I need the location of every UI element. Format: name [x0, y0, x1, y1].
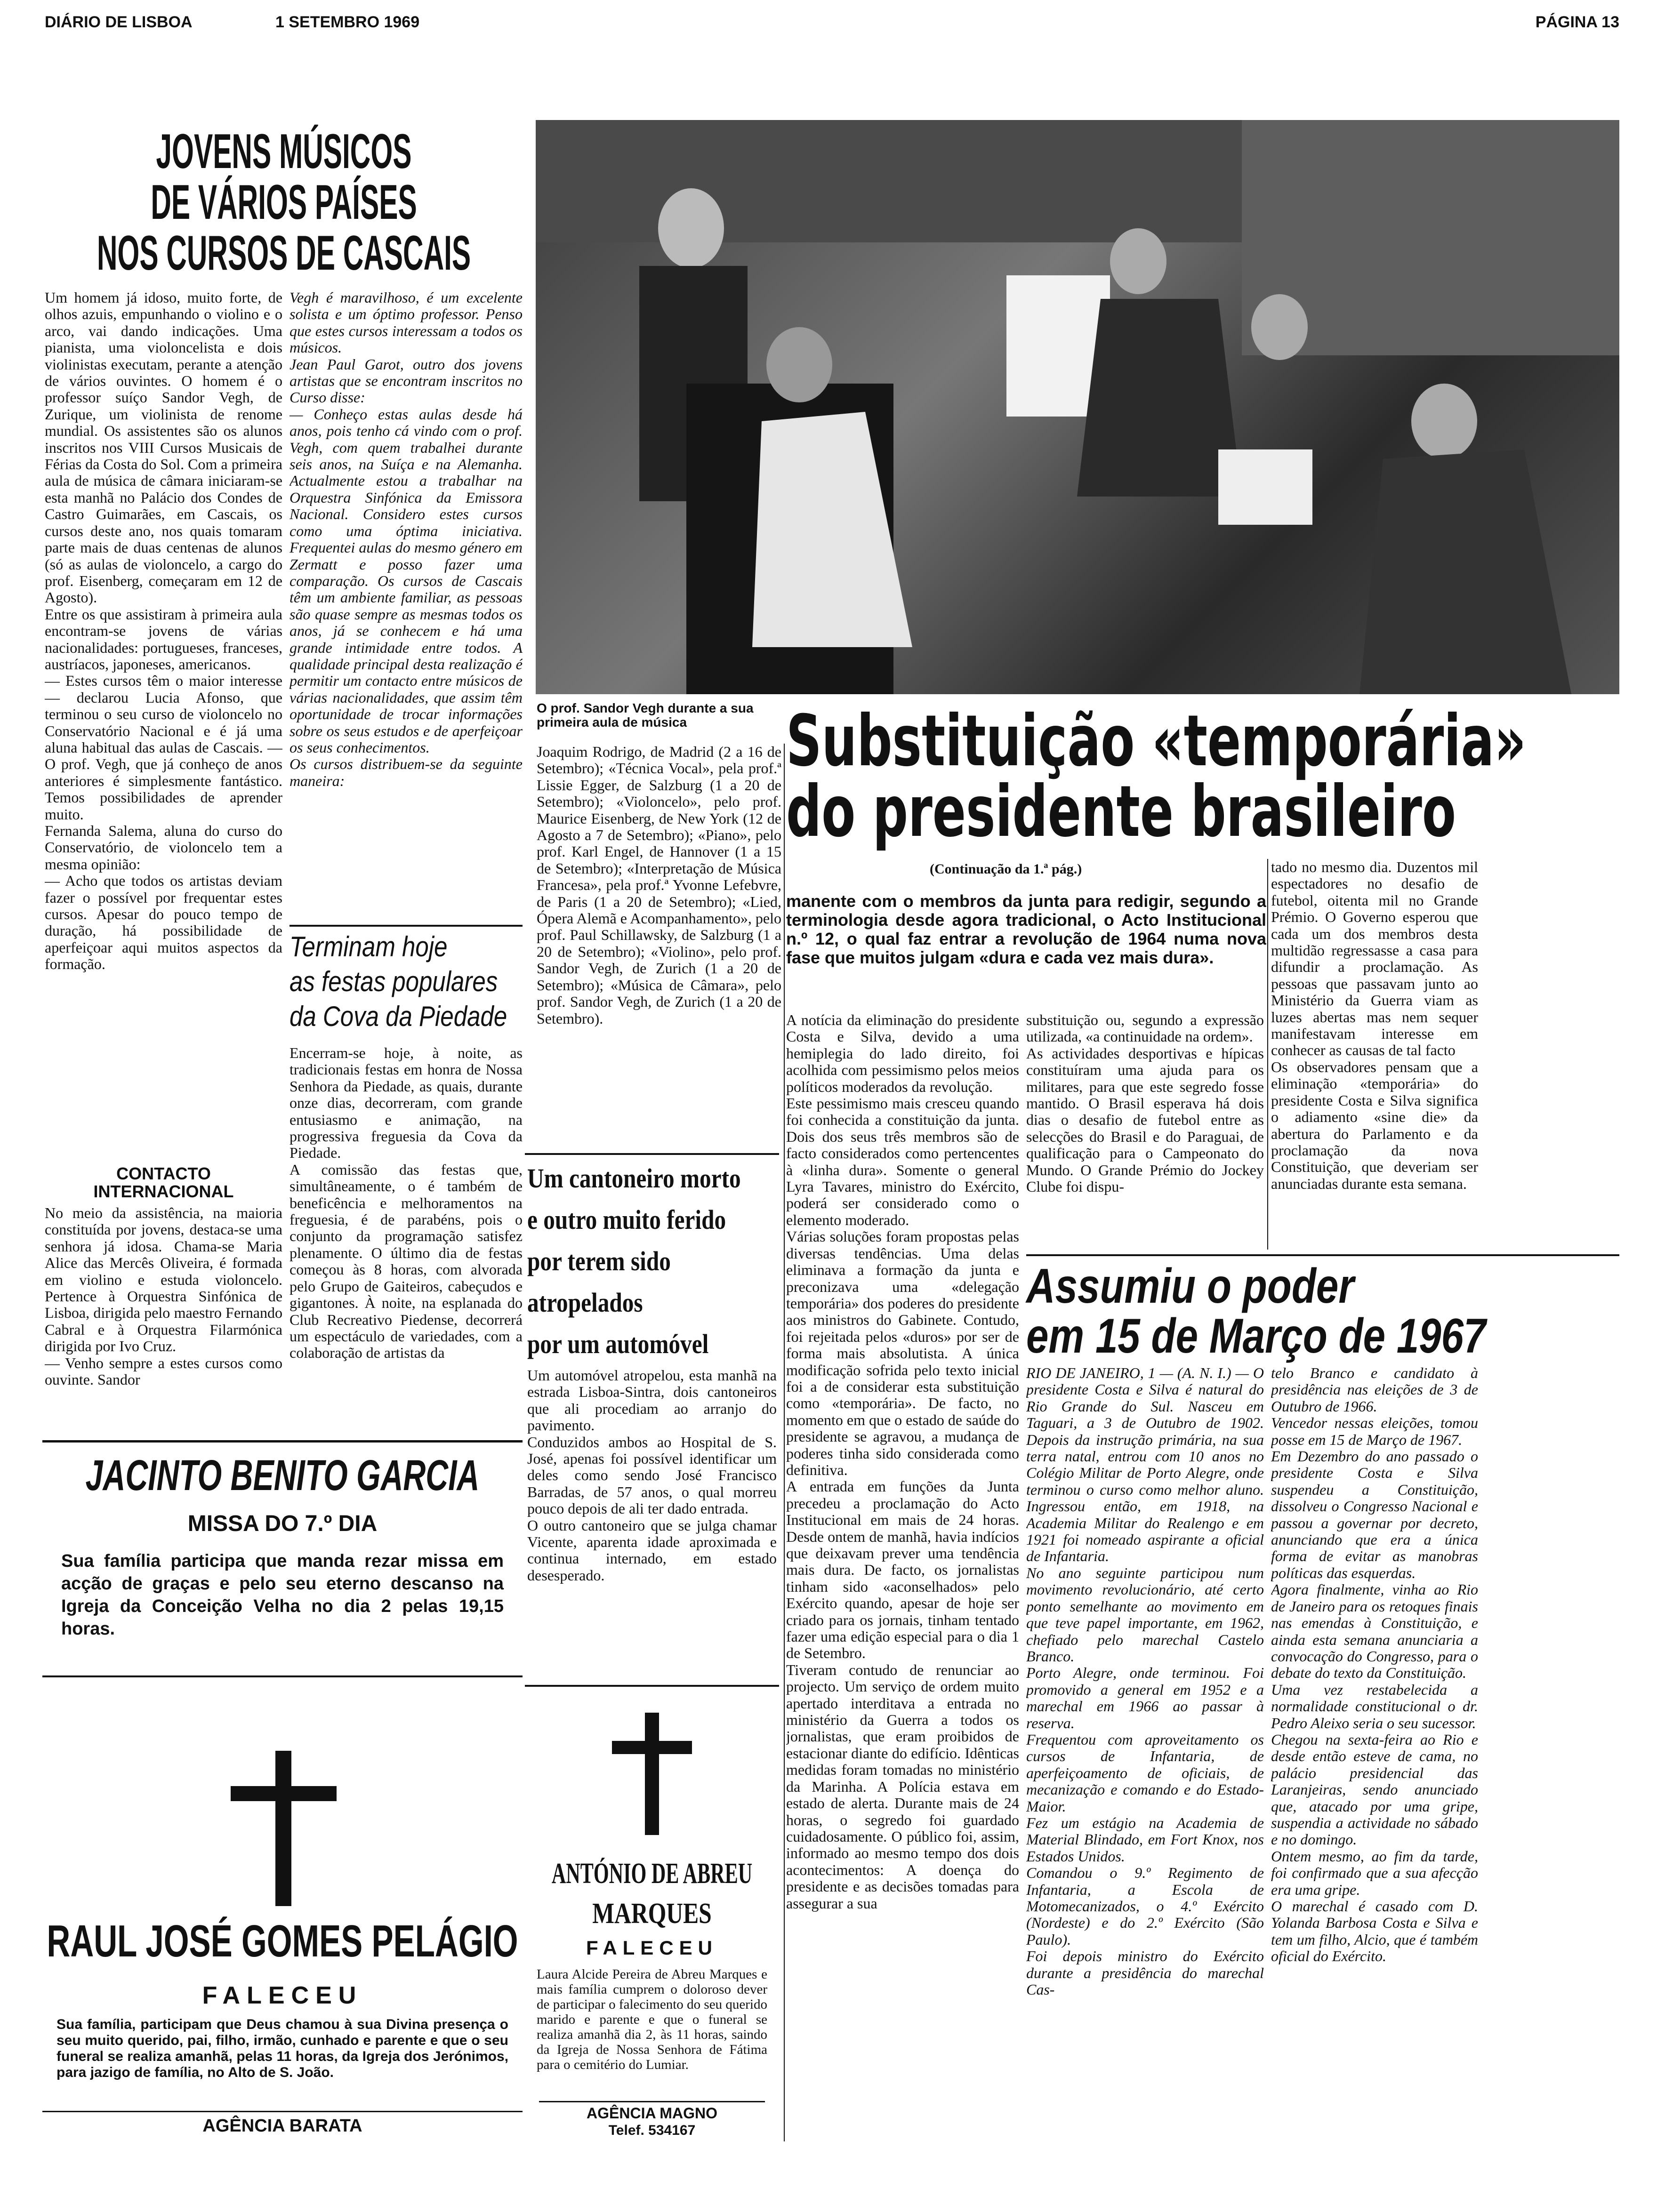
mass-title: MISSA DO 7.º DIA	[187, 1511, 378, 1536]
deceased-name-2: MARQUES	[592, 1898, 712, 1930]
obituary-title: FALECEU	[202, 1982, 363, 2009]
funeral-agency: AGÊNCIA MAGNO	[587, 2105, 717, 2122]
headline-line: e outro muito ferido	[527, 1204, 726, 1235]
headline-line: Terminam hoje	[290, 931, 448, 962]
power-column-1: RIO DE JANEIRO, 1 — (A. N. I.) — O presidente Costa e Silva é natural do Rio Grande do Sul. Nasceu em Taguari, a 3 de Outubro de 1902. Depois da instrução primária, na sua terra natal, entrou com 10 anos no Colégio Militar de Porto Alegre, onde terminou o curso como melhor aluno. Ingressou então, em 1918, na Academia Militar do Realengo e em 1921 foi nomeado aspirante a oficial de Infantaria. No ano seguinte participou num movimento revolucionário, até certo ponto semelhante ao movimento em que teve papel importante, em 1962, chefiado pelo marechal Castelo Branco. Porto Alegre, onde terminou. Foi promovido a general em 1952 e a marechal em 1966 ao passar à reserva. Frequentou com aproveitamento os cursos de Infantaria, de aperfeiçoamento de oficiais, de mecanização e comando e do Estado-Maior. Fez um estágio na Academia de Material Blindado, em Fort Knox, nos Estados Unidos. Comandou o 9.º Regimento de Infantaria, a Escola de Motomecanizados, o 4.º Exército (Nordeste) e do 2.º Exército (São Paulo). Foi depois ministro do Exército durante a presidência do marechal Cas-	[1026, 1365, 1264, 1998]
music-headline	[45, 126, 523, 281]
mass-text: Sua família participa que manda rezar missa em acção de graças e pelo seu eterno descanso na Igreja da Conceição Velha no dia 2 pelas 19,15 horas.	[61, 1551, 504, 1639]
power-headline	[1026, 1261, 1512, 1361]
music-column-1: Um homem já idoso, muito forte, de olhos azuis, empunhando o violino e o arco, vai dando indicações. Uma pianista, uma violoncelista e dois violinistas executam, perante a atenção de vários ouvintes. O homem é o professor suíço Sandor Vegh, de Zurique, um violinista de renome mundial. Os assistentes são os alunos inscritos nos VIII Cursos Musicais de Férias da Costa do Sol. Com a primeira aula de música de câmara iniciaram-se esta manhã no Palácio dos Condes de Castro Guimarães, em Cascais, os cursos deste ano, nos quais tomaram parte mais de duas centenas de alunos (só as aulas de violoncelo, a cargo do prof. Eisenberg, começaram em 12 de Agosto). Entre os que assistiram à primeira aula encontram-se jovens de várias nacionalidades: portugueses, franceses, austríacos, japoneses, americanos. — Estes cursos têm o maior interesse — declarou Lucia Afonso, que terminou o seu curso de violoncelo no Conservatório Nacional e é já uma aluna habitual das aulas de Cascais. — O prof. Vegh, que já conheço de anos anteriores é simplesmente fantástico. Temos possibilidades de aprender muito. Fernanda Salema, aluna do curso do Conservatório, de violoncelo tem a mesma opinião: — Acho que todos os artistas deviam fazer o possível por frequentar estes cursos. Apesar do pouco tempo de duração, há possibilidade de aperfeiçoar aqui muitos aspectos da formação.	[45, 289, 282, 973]
music-column-2: Vegh é maravilhoso, é um excelente solista e um óptimo professor. Penso que estes cursos interessam a todos os músicos. Jean Paul Garot, outro dos jovens artistas que se encontram inscritos no Curso disse: — Conheço estas aulas desde há anos, pois tenho cá vindo com o prof. Vegh, com quem trabalhei durante seis anos, na Suíça e na Alemanha. Actualmente estou a trabalhar na Orquestra Sinfónica da Emissora Nacional. Considero estes cursos como uma óptima iniciativa. Frequentei aulas do mesmo género em Zermatt e posso fazer uma comparação. Os cursos de Cascais têm um ambiente familiar, as pessoas são quase sempre as mesmas todos os anos, já se conhecem e há uma grande intimidade entre todos. A qualidade principal desta realização é permitir um contacto entre músicos de várias nacionalidades, que assim têm oportunidade de trocar informações sobre os seus estudos e de aperfeiçoar os seus conhecimentos. Os cursos distribuem-se da seguinte maneira:	[290, 289, 523, 789]
obituary-text: Laura Alcide Pereira de Abreu Marques e mais família cumprem o doloroso dever de participar o falecimento do seu querido marido e parente e que o funeral se realiza amanhã dia 2, às 11 horas, saindo da Igreja de Nossa Senhora de Fátima para o cemitério do Lumiar.	[537, 1967, 767, 2072]
headline-line: em 15 de Março de 1967	[1026, 1309, 1486, 1363]
headline-line: as festas populares	[290, 966, 498, 997]
headline-line: da Cova da Piedade	[290, 1001, 507, 1032]
agency-phone: Telef. 534167	[608, 2123, 696, 2138]
obituary-title: FALECEU	[586, 1937, 718, 1959]
divider	[1026, 1254, 1619, 1256]
power-column-2: telo Branco e candidato à presidência nas eleições de 3 de Outubro de 1966. Vencedor nessas eleições, tomou posse em 15 de Março de 1967. Em Dezembro do ano passado o presidente Costa e Silva suspendeu a Constituição, dissolveu o Congresso Nacional e passou a governar por decreto, anunciando que era a única forma de evitar as manobras políticas das esquerdas. Agora finalmente, vinha ao Rio de Janeiro para os retoques finais nas emendas à Constituição, e ainda esta semana anunciaria a convocação do Congresso, para o debate do texto da Constituição. Uma vez restabelecida a normalidade constitucional o dr. Pedro Aleixo seria o seu sucessor. Chegou na sexta-feira ao Rio e desde então esteve de cama, no palácio presidencial das Laranjeiras, sendo anunciado que, atacado por uma gripe, suspendia a actividade no sábado e no domingo. Ontem mesmo, ao fim da tarde, foi confirmado que a sua afecção era uma gripe. O marechal é casado com D. Yolanda Barbosa Costa e Silva e tem um filho, Alcio, que é também oficial do Exército.	[1271, 1365, 1478, 1965]
headline-line: por terem sido	[527, 1246, 671, 1276]
continuation-note: (Continuação da 1.ª pág.)	[930, 861, 1082, 877]
brazil-headline	[786, 700, 1526, 853]
brazil-intro: manente com o membros da junta para redigir, segundo a terminologia desde agora tradicional, o Acto Institucional n.º 12, o qual faz entrar a revolução de 1964 numa nova fase que muitos julgam «dura e cada vez mais dura».	[786, 892, 1266, 967]
headline-line: por um automóvel	[527, 1329, 709, 1359]
festas-headline	[290, 930, 507, 1034]
cantoneiro-headline	[527, 1158, 743, 1365]
deceased-name: JACINTO BENITO GARCIA	[85, 1451, 480, 1499]
divider	[42, 1440, 523, 1443]
headline-line: atropelados	[527, 1287, 643, 1318]
headline-line: Substituição «temporária»	[786, 700, 1526, 782]
column-rule	[784, 744, 785, 2141]
divider	[525, 1153, 779, 1155]
divider	[42, 1675, 523, 1677]
concert-photo	[536, 120, 1619, 694]
headline-line: JOVENS MÚSICOS	[156, 124, 412, 179]
divider	[42, 2111, 523, 2112]
brazil-column-1: A notícia da eliminação do presidente Costa e Silva, devido a uma hemiplegia do lado direito, foi acolhida com pessimismo pelos meios políticos moderados da revolução. Este pessimismo mais cresceu quando foi conhecida a constituição da junta. Dois dos seus três membros são de facto considerados como pertencentes à «linha dura». Somente o general Lyra Tavares, ministro do Exército, poderá ser considerado como o elemento moderado. Várias soluções foram propostas pelas diversas tendências. Uma delas eliminava a formação da junta e preconizava uma «delegação temporária» dos poderes do presidente aos ministros do Gabinete. Contudo, foi rejeitada pelos «duros» por ser de forma mais absolutista. A única modificação sofrida pelo texto inicial foi a de considerar esta substituição como «temporária». De facto, no momento em que o estado de saúde do presidente se agravou, a mudança de poderes tinha sido considerada como definitiva. A entrada em funções da Junta precedeu a proclamação do Acto Institucional em mais de 24 horas. Desde ontem de manhã, havia indícios que deixavam prever uma tendência mais dura. De facto, os jornalistas tinham sido «aconselhados» pelo Exército quando, apesar de hoje ser criado para os jornais, tinham tentado fazer uma edição especial para o dia 1 de Setembro. Tiveram contudo de renunciar ao projecto. Um serviço de ordem muito apertado interditava a entrada no ministério da Guerra a todos os jornalistas, que eram proibidos de estacionar diante do edifício. Idênticas medidas foram tomadas no ministério da Marinha. A Polícia estava em estado de alerta. Durante mais de 24 horas, o segredo foi guardado cuidadosamente. O público foi, assim, informado ao mesmo tempo dos dois acontecimentos: A doença do presidente e as decisões tomadas para assegurar a sua	[786, 1012, 1019, 1912]
brazil-column-3: tado no mesmo dia. Duzentos mil espectadores no desafio de futebol, oitenta mil no Grande Prémio. O Governo esperou que cada um dos membros desta multidão regressasse a casa para difundir a proclamação. As pessoas que passavam junto ao Ministério da Guerra viam as luzes abertas mas nem sequer manifestavam interesse em conhecer as causas de tal facto Os observadores pensam que a eliminação «temporária» do presidente Costa e Silva significa o adiamento «sine die» da abertura do Parlamento e da proclamação da nova Constituição, que deveriam ser anunciadas durante esta semana.	[1271, 859, 1478, 1192]
jacinto-mass-notice	[42, 1450, 523, 1666]
cross-icon	[645, 1713, 659, 1835]
headline-line: Assumiu o poder	[1026, 1259, 1354, 1314]
column-rule	[1267, 859, 1268, 1250]
issue-date: 1 SETEMBRO 1969	[275, 13, 420, 31]
cantoneiro-text: Um automóvel atropelou, esta manhã na estrada Lisboa-Sintra, dois cantoneiros que ali procediam ao arranjo do pavimento. Conduzidos ambos ao Hospital de S. José, apenas foi possível identificar um deles como sendo José Francisco Barradas, de 57 anos, o qual morreu pouco depois de ali ter dado entrada. O outro cantoneiro que se julga chamar Vicente, aparenta idade aproximada e continua internado, em estado desesperado.	[527, 1367, 777, 1584]
funeral-agency: AGÊNCIA BARATA	[202, 2116, 362, 2136]
music-subhead: CONTACTO INTERNACIONAL	[93, 1164, 234, 1201]
obituary-text: Sua família, participam que Deus chamou à sua Divina presença o seu muito querido, pai, filho, irmão, cunhado e parente e que o seu funeral se realiza amanhã, pelas 11 horas, da Igreja dos Jerónimos, para jazigo de família, no Alto de S. João.	[56, 2017, 508, 2080]
headline-line: do presidente brasileiro	[786, 771, 1456, 853]
divider	[290, 925, 523, 927]
music-column-1b: No meio da assistência, na maioria constituída por jovens, destaca-se uma senhora já idosa. Chama-se Maria Alice das Mercês Oliveira, é formada em violino e estuda violoncelo. Pertence à Orquestra Sinfónica de Lisboa, dirigida pelo maestro Fernando Cabral e à Orquestra Filarmónica dirigida por Ivo Cruz. — Venho sempre a estes cursos como ouvinte. Sandor	[45, 1205, 282, 1388]
divider	[539, 2101, 765, 2102]
cross-icon-bar	[612, 1741, 692, 1754]
music-column-3: Joaquim Rodrigo, de Madrid (2 a 16 de Setembro); «Técnica Vocal», pela prof.ª Lissie Egger, de Salzburg (1 a 20 de Setembro); «Violoncelo», pelo prof. Maurice Eisenberg, de New York (12 de Agosto a 7 de Setembro); «Piano», pelo prof. Karl Engel, de Hannover (1 a 15 de Setembro); «Interpretação de Música Francesa», pela prof.ª Yvonne Lefebvre, de Paris (1 a 20 de Setembro); «Lied, Ópera Alemã e Acompanhamento», pelo prof. Paul Schillawsky, de Salzburg (1 a 20 de Setembro); «Violino», pelo prof. Sandor Vegh, de Zurich (1 a 20 de Setembro); «Música de Câmara», pelo prof. Sandor Vegh, de Zurich (1 a 20 de Setembro).	[537, 744, 781, 1027]
festas-text: Encerram-se hoje, à noite, as tradicionais festas em honra de Nossa Senhora da Piedade, as quais, durante onze dias, decorreram, com grande entusiasmo e animação, na progressiva freguesia da Cova da Piedade. A comissão das festas que, simultâneamente, o é também de beneficência e melhoramentos na freguesia, é de parabéns, pois o conjunto da programação satisfez plenamente. O último dia de festas começou às 8 horas, com alvorada pelo Grupo de Gaiteiros, cabeçudos e gigantones. À noite, na esplanada do Club Recreativo Piedense, decorrerá um espectáculo de variedades, com a colaboração de artistas da	[290, 1045, 523, 1362]
musicians-image	[536, 120, 1619, 694]
antonio-obituary	[525, 1685, 779, 2141]
newspaper-name: DIÁRIO DE LISBOA	[45, 13, 193, 31]
cross-icon-bar	[231, 1786, 337, 1801]
photo-caption: O prof. Sandor Vegh durante a sua primeira aula de música	[537, 701, 754, 729]
cross-icon	[275, 1751, 291, 1906]
page-number: PÁGINA 13	[1535, 13, 1619, 31]
headline-line: Um cantoneiro morto	[527, 1163, 741, 1194]
brazil-column-2: substituição ou, segundo a expressão utilizada, «a continuidade na ordem». As actividades desportivas e hípicas constituíram uma ajuda para os militares, para que este segredo fosse mantido. O Brasil esperava há dois dias o desafio de futebol entre as selecções do Brasil e do Paraguai, de qualificação para o Campeonato do Mundo. O Grande Prémio do Jockey Clube foi dispu-	[1026, 1012, 1264, 1195]
raul-obituary	[42, 1685, 523, 2141]
deceased-name: RAUL JOSÉ GOMES PELÁGIO	[47, 1916, 518, 1966]
headline-line: NOS CURSOS DE CASCAIS	[97, 226, 471, 281]
deceased-name-1: ANTÓNIO DE ABREU	[551, 1858, 753, 1890]
headline-line: DE VÁRIOS PAÍSES	[151, 175, 417, 230]
